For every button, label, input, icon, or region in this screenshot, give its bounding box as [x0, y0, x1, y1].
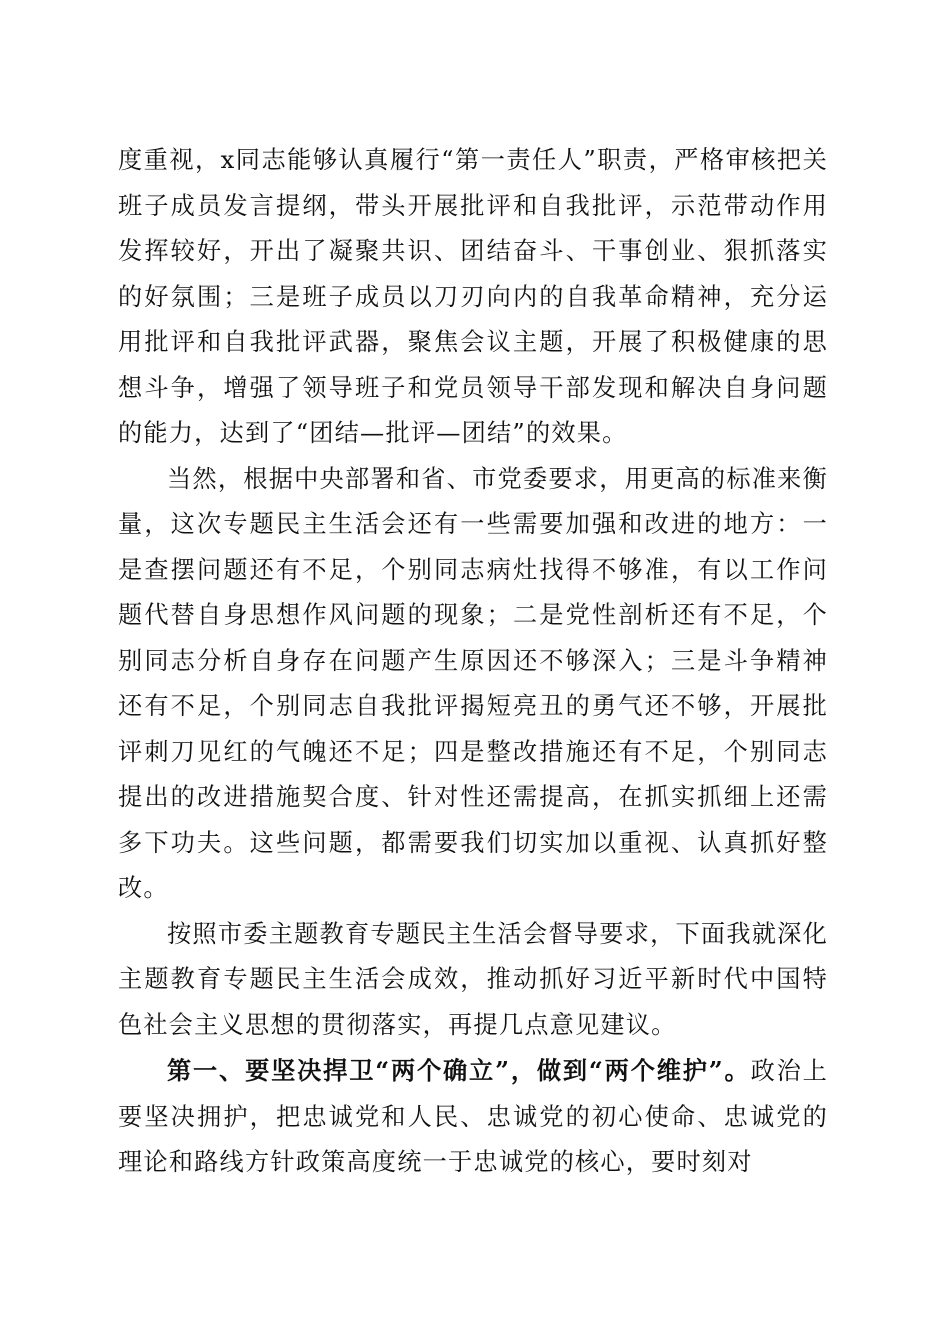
- paragraph-text: 度重视，x同志能够认真履行“第一责任人”职责，严格审核把关班子成员发言提纲，带头开展批评和自我批评，示范带动作用发挥较好，开出了凝聚共识、团结奋斗、干事创业、狠抓落实的好氛围；三是班子成员以刀刃向内的自我革命精神，充分运用批评和自我批评武器，聚焦会议主题，开展了积极健康的思想斗争，增强了领导班子和党员领导干部发现和解决自身问题的能力，达到了“团结—批评—团结”的效果。: [118, 146, 828, 447]
- document-body: [118, 138, 828, 1186]
- paragraph-bold-lead: 第一、要坚决捍卫“两个确立”，做到“两个维护”。: [167, 1056, 751, 1085]
- paragraph-4: [118, 1048, 828, 1186]
- paragraph-2: [118, 457, 828, 912]
- paragraph-3: [118, 912, 828, 1049]
- paragraph-text: 政治上要坚决拥护，把忠诚党和人民、忠诚党的初心使命、忠诚党的理论和路线方针政策高度统一于忠诚党的核心，要时刻对: [118, 1057, 829, 1176]
- paragraph-text: 按照市委主题教育专题民主生活会督导要求，下面我就深化主题教育专题民主生活会成效，推动抓好习近平新时代中国特色社会主义思想的贯彻落实，再提几点意见建议。: [118, 919, 828, 1039]
- paragraph-1: [118, 138, 828, 457]
- paragraph-text: 当然，根据中央部署和省、市党委要求，用更高的标准来衡量，这次专题民主生活会还有一些需要加强和改进的地方：一是查摆问题还有不足，个别同志病灶找得不够准，有以工作问题代替自身思想作风问题的现象；二是党性剖析还有不足，个别同志分析自身存在问题产生原因还不够深入；三是斗争精神还有不足，个别同志自我批评揭短亮丑的勇气还不够，开展批评刺刀见红的气魄还不足；四是整改措施还有不足，个别同志提出的改进措施契合度、针对性还需提高，在抓实抓细上还需多下功夫。这些问题，都需要我们切实加以重视、认真抓好整改。: [118, 464, 828, 902]
